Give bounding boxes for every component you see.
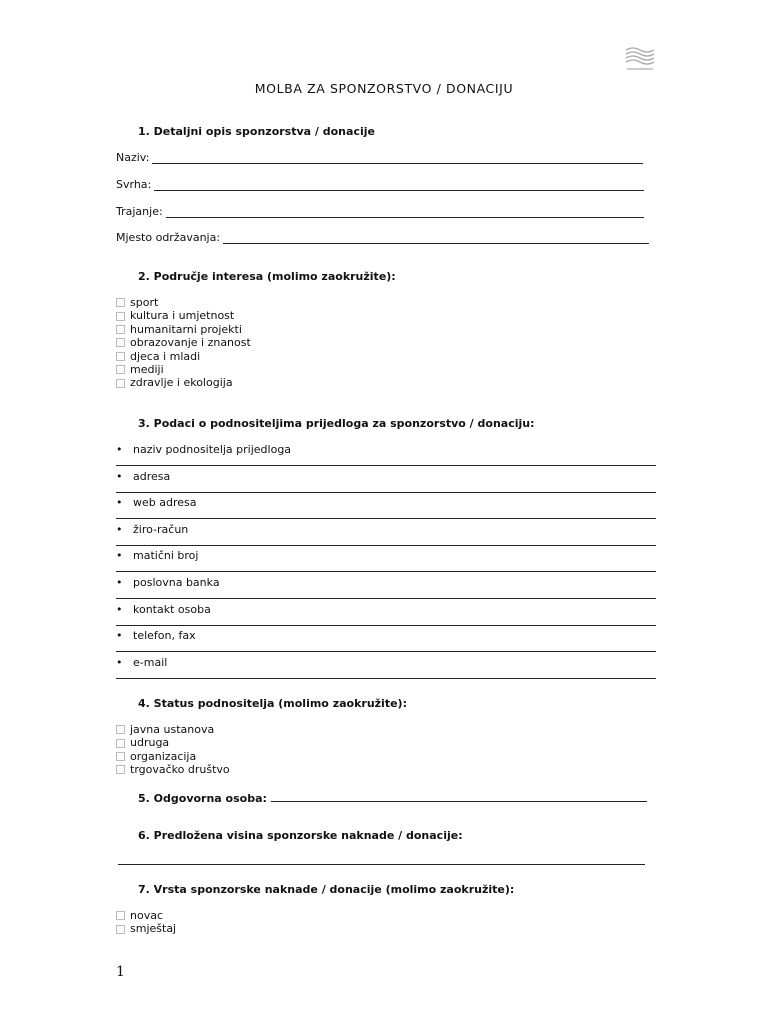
- status-options: [116, 723, 230, 777]
- checkbox-icon[interactable]: [116, 739, 125, 748]
- responsible-person-line[interactable]: [271, 791, 647, 802]
- option-sport[interactable]: sport: [116, 296, 251, 309]
- fill-line[interactable]: [116, 651, 656, 652]
- option-humanitarni[interactable]: humanitarni projekti: [116, 323, 251, 336]
- checkbox-icon[interactable]: [116, 352, 125, 361]
- fill-line[interactable]: [116, 598, 656, 599]
- bullet-icon: •: [116, 602, 123, 616]
- fill-line[interactable]: [116, 571, 656, 572]
- option-udruga[interactable]: udruga: [116, 736, 230, 749]
- fill-line[interactable]: [116, 518, 656, 519]
- option-kultura[interactable]: kultura i umjetnost: [116, 309, 251, 322]
- checkbox-icon[interactable]: [116, 379, 125, 388]
- bullet-icon: •: [116, 443, 123, 456]
- field-blank-line[interactable]: [223, 233, 649, 244]
- list-item[interactable]: • kontakt osoba: [116, 603, 656, 630]
- list-item[interactable]: • telefon, fax: [116, 629, 656, 656]
- section1-heading: 1. Detaljni opis sponzorstva / donacije: [138, 125, 375, 138]
- checkbox-icon[interactable]: [116, 925, 125, 934]
- section4-heading: 4. Status podnositelja (molimo zaokružite):: [138, 697, 407, 710]
- bullet-icon: •: [116, 522, 123, 536]
- fill-line[interactable]: [116, 465, 656, 466]
- field-blank-line[interactable]: [154, 180, 644, 191]
- bullet-icon: •: [116, 549, 123, 563]
- fill-line[interactable]: [116, 625, 656, 626]
- option-trgovacko-drustvo[interactable]: trgovačko društvo: [116, 763, 230, 776]
- field-naziv[interactable]: [116, 151, 643, 164]
- field-label: Svrha:: [116, 178, 152, 191]
- field-trajanje[interactable]: [116, 205, 644, 218]
- checkbox-icon[interactable]: [116, 365, 125, 374]
- list-item[interactable]: • adresa: [116, 470, 656, 497]
- list-item[interactable]: • e-mail: [116, 656, 656, 683]
- list-item[interactable]: • web adresa: [116, 496, 656, 523]
- option-smjestaj[interactable]: smještaj: [116, 922, 176, 935]
- fill-line[interactable]: [116, 492, 656, 493]
- bullet-icon: •: [116, 575, 123, 589]
- checkbox-icon[interactable]: [116, 338, 125, 347]
- checkbox-icon[interactable]: [116, 765, 125, 774]
- bullet-icon: •: [116, 629, 123, 643]
- interest-options: [116, 296, 251, 390]
- list-item[interactable]: • matični broj: [116, 549, 656, 576]
- field-label: Trajanje:: [116, 205, 163, 218]
- option-obrazovanje[interactable]: obrazovanje i znanost: [116, 336, 251, 349]
- document-title: MOLBA ZA SPONZORSTVO / DONACIJU: [254, 81, 514, 96]
- bullet-icon: •: [116, 496, 123, 510]
- checkbox-icon[interactable]: [116, 725, 125, 734]
- option-mediji[interactable]: mediji: [116, 363, 251, 376]
- fill-line[interactable]: [116, 678, 656, 679]
- option-novac[interactable]: novac: [116, 909, 176, 922]
- section3-heading: 3. Podaci o podnositeljima prijedloga za sponzorstvo / donaciju:: [138, 417, 535, 430]
- amount-line[interactable]: [118, 864, 645, 865]
- section6-heading: 6. Predložena visina sponzorske naknade / donacije:: [138, 829, 463, 842]
- option-javna-ustanova[interactable]: javna ustanova: [116, 723, 230, 736]
- field-svrha[interactable]: [116, 178, 644, 191]
- field-label: Naziv:: [116, 151, 150, 164]
- fill-line[interactable]: [116, 545, 656, 546]
- bullet-icon: •: [116, 469, 123, 483]
- checkbox-icon[interactable]: [116, 325, 125, 334]
- field-mjesto-odrzavanja[interactable]: [116, 231, 649, 244]
- page-number: 1: [116, 964, 125, 980]
- checkbox-icon[interactable]: [116, 312, 125, 321]
- section7-heading: 7. Vrsta sponzorske naknade / donacije (molimo zaokružite):: [138, 883, 515, 896]
- checkbox-icon[interactable]: [116, 752, 125, 761]
- section5-row[interactable]: [138, 791, 647, 805]
- list-item[interactable]: • žiro-račun: [116, 523, 656, 550]
- field-label: Mjesto održavanja:: [116, 231, 221, 244]
- section2-heading: 2. Područje interesa (molimo zaokružite):: [138, 270, 396, 283]
- field-blank-line[interactable]: [152, 153, 643, 164]
- hotel-logo-icon: [624, 44, 656, 74]
- section5-heading: 5. Odgovorna osoba:: [138, 792, 267, 805]
- type-options: [116, 909, 176, 936]
- option-organizacija[interactable]: organizacija: [116, 750, 230, 763]
- checkbox-icon[interactable]: [116, 911, 125, 920]
- field-blank-line[interactable]: [166, 207, 644, 218]
- checkbox-icon[interactable]: [116, 298, 125, 307]
- list-item[interactable]: • naziv podnositelja prijedloga: [116, 443, 656, 470]
- applicant-info-list: [116, 443, 656, 682]
- option-zdravlje[interactable]: zdravlje i ekologija: [116, 376, 251, 389]
- list-item[interactable]: • poslovna banka: [116, 576, 656, 603]
- bullet-icon: •: [116, 655, 123, 669]
- option-djeca[interactable]: djeca i mladi: [116, 350, 251, 363]
